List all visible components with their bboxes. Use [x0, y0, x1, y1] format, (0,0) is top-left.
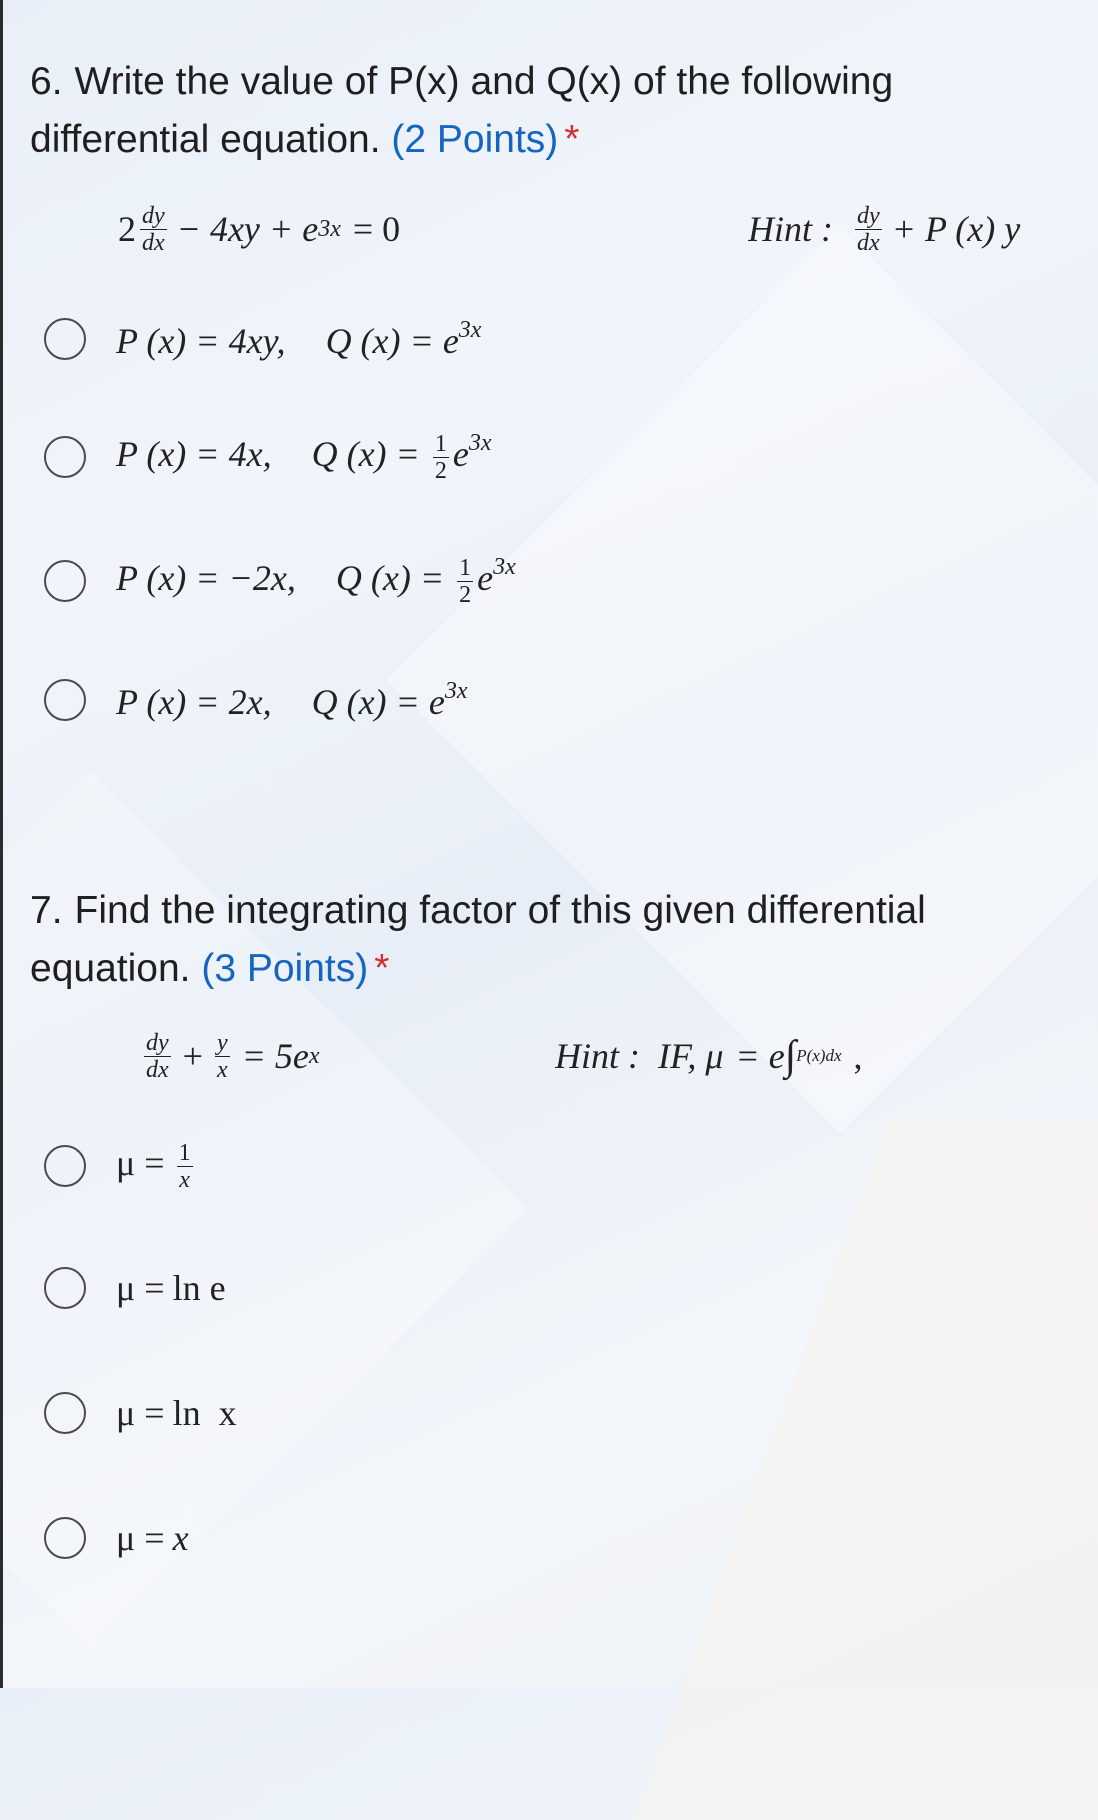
- option-label: P (x) = 4x, Q (x) = $\frac{1}{2}$ $e^{3x}$: [116, 429, 492, 485]
- dy-dx-fraction: $\frac{dy}{dx}$: [142, 202, 165, 256]
- radio-button[interactable]: [44, 1517, 86, 1559]
- question-number: 7.: [30, 889, 63, 932]
- hint-dy-dx-fraction: $\frac{dy}{dx}$: [857, 202, 880, 256]
- q6-option-4[interactable]: [44, 665, 467, 735]
- option-label: μ = x: [116, 1518, 189, 1558]
- option-label: P (x) = 4xy, Q $(x) = e^{3x}$: [116, 316, 482, 361]
- radio-button[interactable]: [44, 318, 86, 360]
- y-over-x-fraction: $\frac{y}{x}$: [216, 1029, 228, 1083]
- question-7-title: [30, 882, 1070, 998]
- q7-option-2[interactable]: [44, 1253, 226, 1323]
- question-number: 6.: [30, 60, 63, 103]
- question-7-equation: $\frac{dy}{dx}$ + $\frac{y}{x}$ = 5e x: [146, 1029, 320, 1083]
- option-label: μ = ln e: [116, 1268, 226, 1308]
- required-asterisk: *: [374, 947, 390, 990]
- option-label: P (x) = 2x, Q $(x) = e^{3x}$: [116, 677, 468, 722]
- points-label: (2 Points): [391, 118, 559, 161]
- question-6-title: [30, 53, 1070, 169]
- option-label: μ = ln x: [116, 1393, 237, 1433]
- question-6-hint: Hint : $\frac{dy}{dx}$ + P (x) y: [748, 202, 1021, 256]
- radio-button[interactable]: [44, 560, 86, 602]
- q6-option-1[interactable]: [44, 304, 481, 374]
- q7-option-4[interactable]: [44, 1503, 189, 1573]
- radio-button[interactable]: [44, 679, 86, 721]
- radio-button[interactable]: [44, 1145, 86, 1187]
- radio-button[interactable]: [44, 1267, 86, 1309]
- option-label: μ = $\frac{1}{x}$: [116, 1139, 191, 1193]
- points-label: (3 Points): [201, 947, 369, 990]
- q7-option-1[interactable]: [44, 1131, 197, 1201]
- required-asterisk: *: [564, 118, 580, 161]
- q7-option-3[interactable]: [44, 1378, 237, 1448]
- radio-button[interactable]: [44, 436, 86, 478]
- q6-option-2[interactable]: [44, 422, 491, 492]
- left-border: [0, 0, 3, 1688]
- q6-option-3[interactable]: [44, 546, 516, 616]
- dy-dx-fraction: $\frac{dy}{dx}$: [146, 1029, 169, 1083]
- question-7-hint: Hint : IF, μ = e ∫ P(x)dx ,: [555, 1033, 863, 1079]
- question-6-equation: 2 $\frac{dy}{dx}$ − 4xy + e 3x = 0: [118, 202, 401, 256]
- question-text: Write the value of P(x) and Q(x) of the following differential equation.: [30, 60, 894, 161]
- radio-button[interactable]: [44, 1392, 86, 1434]
- question-text: Find the integrating factor of this given differential equation.: [30, 889, 926, 990]
- option-label: P (x) = −2x, Q (x) = $\frac{1}{2}$ $e^{3x}$: [116, 553, 516, 609]
